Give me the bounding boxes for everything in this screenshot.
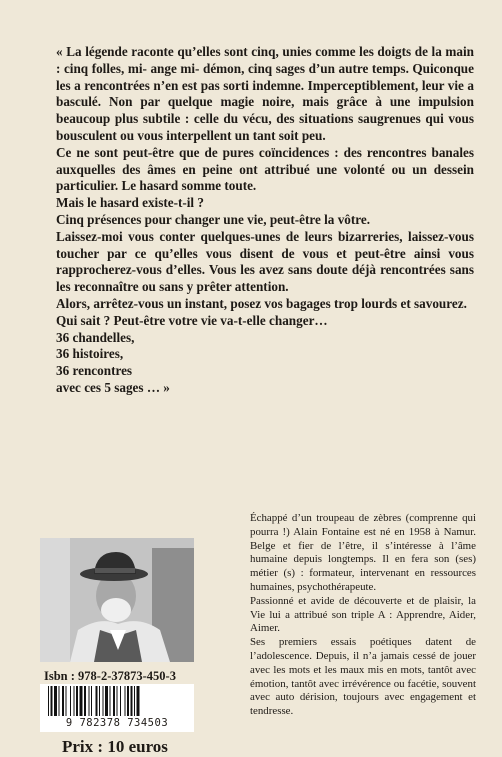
bio-paragraph: Échappé d’un troupeau de zèbres (comprenne qui pourra !) Alain Fontaine est né en 1958 à Namur. Belge et fier de l’être, il s’intéresse à l’âme humaine depuis longtemps. Il en fera son (ses) métier (s) : formateur, intervenant en ressources humaines, psychothérapeute. (250, 512, 476, 593)
blurb-paragraph: « La légende raconte qu’elles sont cinq, unies comme les doigts de la main : cinq folles, mi- ange mi- démon, cinq sages d’un autre temps. Quiconque les a rencontrées n’en est pas sorti indemne. Imperceptiblement, leur vie a basculé. Non par quelque magie noire, mais grâce à une impulsion beaucoup plus subtile : celle du vécu, des situations saugrenues qui vous bousculent ou vous interpellent un tant soit peu. (56, 44, 474, 143)
blurb-list-item: 36 rencontres (56, 363, 133, 379)
blurb-paragraph: Alors, arrêtez-vous un instant, posez vos bagages trop lourds et savourez. (56, 295, 467, 311)
isbn-label: Isbn : 978-2-37873-450-3 (44, 669, 176, 683)
blurb-list-item: 36 histoires, (56, 346, 124, 362)
blurb-paragraph: Mais le hasard existe-t-il ? (56, 195, 204, 211)
author-photo (40, 538, 194, 662)
barcode-digits: 9 782378 734503 (65, 717, 169, 729)
blurb-paragraph: Qui sait ? Peut-être votre vie va-t-elle changer… (56, 312, 328, 328)
blurb-paragraph: Cinq présences pour changer une vie, peut-être la vôtre. (56, 211, 371, 227)
bio-paragraph: Passionné et avide de découverte et de plaisir, la Vie lui a attribué son triple A : Apprendre, Aider, Aimer. (250, 594, 476, 635)
blurb-list (56, 330, 474, 397)
author-bio (250, 512, 476, 719)
back-cover-blurb (56, 44, 474, 397)
blurb-list-item: 36 chandelles, (56, 329, 135, 345)
bio-paragraph: Ses premiers essais poétiques datent de l’adolescence. Depuis, il n’a jamais cessé de jouer avec les mots et les maux mis en mots, tantôt avec émotion, tantôt avec irrévérence ou facétie, souvent avec auto dérision, toujours avec engagement et tendresse. (250, 636, 476, 718)
price-label: Prix : 10 euros (62, 737, 168, 756)
blurb-list-item: avec ces 5 sages … » (56, 379, 170, 395)
blurb-paragraph: Laissez-moi vous conter quelques-unes de leurs bizarreries, laissez-vous toucher par ce qu’elles vous disent de vous et peut-être ainsi vous rapprocherez-vous d’elles. Vous les avez sans doute déjà rencontrées sans les reconnaître ou sans y prêter attention. (56, 228, 474, 295)
blurb-paragraph: Ce ne sont peut-être que de pures coïncidences : des rencontres banales auxquelles des âmes en peine ont attribué une volonté ou un dessein particulier. Le hasard somme toute. (56, 144, 474, 194)
